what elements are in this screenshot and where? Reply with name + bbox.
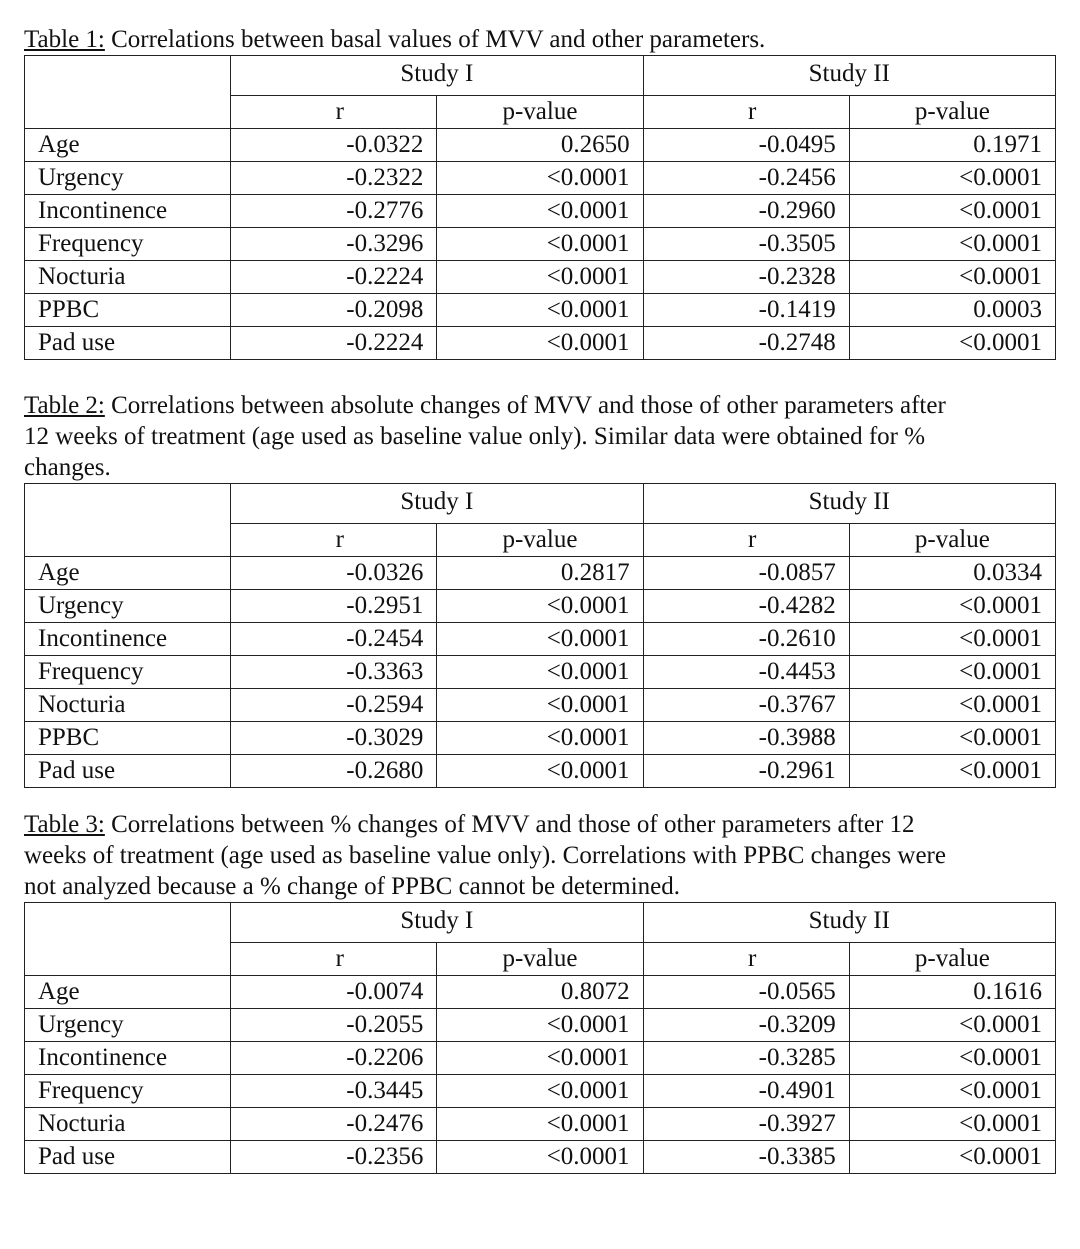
r-cell-study-1: -0.2951 <box>231 590 437 623</box>
p-value-cell-study-2: <0.0001 <box>849 162 1055 195</box>
study-1-header: Study I <box>231 56 643 96</box>
r-cell-study-1: -0.3296 <box>231 228 437 261</box>
r-cell-study-1: -0.2055 <box>231 1009 437 1042</box>
p-value-cell-study-2: 0.0334 <box>849 557 1055 590</box>
table-1-label: Table 1: <box>24 26 105 53</box>
study-2-header: Study II <box>643 903 1055 943</box>
r-cell-study-2: -0.0857 <box>643 557 849 590</box>
parameter-cell: Incontinence <box>25 1042 231 1075</box>
r-cell-study-1: -0.2454 <box>231 623 437 656</box>
r-cell-study-2: -0.3988 <box>643 722 849 755</box>
r-cell-study-2: -0.3767 <box>643 689 849 722</box>
r-cell-study-2: -0.0565 <box>643 976 849 1009</box>
table-2-caption-text: Correlations between absolute changes of MVV and those of other parameters after <box>104 392 946 419</box>
p-value-cell-study-1: <0.0001 <box>437 656 643 689</box>
table-3-block <box>24 809 1056 1174</box>
parameter-cell: PPBC <box>25 294 231 327</box>
table-2 <box>24 483 1056 788</box>
p-value-cell-study-2: <0.0001 <box>849 755 1055 788</box>
table-row <box>25 1075 1056 1108</box>
p-value-cell-study-1: 0.2817 <box>437 557 643 590</box>
p-value-cell-study-1: <0.0001 <box>437 755 643 788</box>
study-header-row <box>25 903 1056 943</box>
r-cell-study-1: -0.0322 <box>231 129 437 162</box>
parameter-cell: Urgency <box>25 590 231 623</box>
table-2-label: Table 2: <box>24 392 105 419</box>
r-cell-study-2: -0.3209 <box>643 1009 849 1042</box>
table-2-block <box>24 390 1056 788</box>
table-row <box>25 294 1056 327</box>
table-row <box>25 261 1056 294</box>
p-value-header-study-2: p-value <box>849 524 1055 557</box>
p-value-cell-study-2: <0.0001 <box>849 327 1055 360</box>
table-row <box>25 755 1056 788</box>
p-value-cell-study-2: <0.0001 <box>849 1141 1055 1174</box>
r-cell-study-2: -0.3505 <box>643 228 849 261</box>
study-2-header: Study II <box>643 484 1055 524</box>
p-value-header-study-1: p-value <box>437 96 643 129</box>
r-cell-study-2: -0.4453 <box>643 656 849 689</box>
p-value-cell-study-2: <0.0001 <box>849 722 1055 755</box>
parameter-cell: PPBC <box>25 722 231 755</box>
p-value-header-study-1: p-value <box>437 943 643 976</box>
study-1-header: Study I <box>231 484 643 524</box>
r-cell-study-1: -0.2224 <box>231 261 437 294</box>
study-header-row <box>25 56 1056 96</box>
r-cell-study-1: -0.2594 <box>231 689 437 722</box>
p-value-cell-study-1: 0.2650 <box>437 129 643 162</box>
r-cell-study-2: -0.3927 <box>643 1108 849 1141</box>
table-3-caption-line-3: not analyzed because a % change of PPBC cannot be determined. <box>24 873 681 900</box>
r-header-study-1: r <box>231 96 437 129</box>
p-value-cell-study-1: <0.0001 <box>437 261 643 294</box>
parameter-cell: Frequency <box>25 656 231 689</box>
table-3-label: Table 3: <box>24 811 105 838</box>
r-cell-study-1: -0.3363 <box>231 656 437 689</box>
p-value-cell-study-2: <0.0001 <box>849 261 1055 294</box>
p-value-cell-study-1: <0.0001 <box>437 689 643 722</box>
parameter-cell: Age <box>25 976 231 1009</box>
p-value-header-study-2: p-value <box>849 96 1055 129</box>
p-value-cell-study-1: <0.0001 <box>437 722 643 755</box>
table-row <box>25 1141 1056 1174</box>
table-row <box>25 228 1056 261</box>
p-value-header-study-2: p-value <box>849 943 1055 976</box>
r-header-study-2: r <box>643 943 849 976</box>
p-value-cell-study-2: <0.0001 <box>849 1075 1055 1108</box>
table-row <box>25 656 1056 689</box>
p-value-header-study-1: p-value <box>437 524 643 557</box>
empty-header-cell <box>25 484 231 557</box>
p-value-cell-study-2: <0.0001 <box>849 1042 1055 1075</box>
p-value-cell-study-2: <0.0001 <box>849 656 1055 689</box>
parameter-cell: Urgency <box>25 1009 231 1042</box>
table-row <box>25 590 1056 623</box>
r-cell-study-1: -0.2322 <box>231 162 437 195</box>
table-row <box>25 689 1056 722</box>
table-row <box>25 327 1056 360</box>
r-cell-study-2: -0.1419 <box>643 294 849 327</box>
table-1-caption-text: Correlations between basal values of MVV and other parameters. <box>104 26 766 53</box>
p-value-cell-study-1: <0.0001 <box>437 228 643 261</box>
study-2-header: Study II <box>643 56 1055 96</box>
empty-header-cell <box>25 903 231 976</box>
p-value-cell-study-1: <0.0001 <box>437 1042 643 1075</box>
parameter-cell: Incontinence <box>25 195 231 228</box>
empty-header-cell <box>25 56 231 129</box>
r-header-study-1: r <box>231 524 437 557</box>
table-1 <box>24 55 1056 360</box>
r-cell-study-1: -0.2206 <box>231 1042 437 1075</box>
r-header-study-2: r <box>643 96 849 129</box>
r-cell-study-1: -0.2356 <box>231 1141 437 1174</box>
r-cell-study-2: -0.2748 <box>643 327 849 360</box>
r-cell-study-2: -0.3285 <box>643 1042 849 1075</box>
table-2-caption-line-2: 12 weeks of treatment (age used as baseline value only). Similar data were obtained for % <box>24 423 926 450</box>
r-cell-study-2: -0.2610 <box>643 623 849 656</box>
r-cell-study-1: -0.0326 <box>231 557 437 590</box>
r-cell-study-2: -0.4282 <box>643 590 849 623</box>
table-3-caption-text: Correlations between % changes of MVV and those of other parameters after 12 <box>104 811 915 838</box>
p-value-cell-study-2: 0.1616 <box>849 976 1055 1009</box>
r-cell-study-2: -0.2960 <box>643 195 849 228</box>
r-header-study-1: r <box>231 943 437 976</box>
table-row <box>25 722 1056 755</box>
table-row <box>25 1042 1056 1075</box>
r-cell-study-2: -0.4901 <box>643 1075 849 1108</box>
p-value-cell-study-1: <0.0001 <box>437 623 643 656</box>
parameter-cell: Nocturia <box>25 689 231 722</box>
table-3-caption <box>24 809 1056 902</box>
table-row <box>25 623 1056 656</box>
table-row <box>25 1108 1056 1141</box>
p-value-cell-study-2: <0.0001 <box>849 195 1055 228</box>
p-value-cell-study-2: <0.0001 <box>849 228 1055 261</box>
study-1-header: Study I <box>231 903 643 943</box>
parameter-cell: Pad use <box>25 327 231 360</box>
r-cell-study-1: -0.0074 <box>231 976 437 1009</box>
table-row <box>25 976 1056 1009</box>
r-cell-study-1: -0.3029 <box>231 722 437 755</box>
parameter-cell: Nocturia <box>25 261 231 294</box>
parameter-cell: Pad use <box>25 1141 231 1174</box>
study-header-row <box>25 484 1056 524</box>
r-cell-study-2: -0.2328 <box>643 261 849 294</box>
r-cell-study-1: -0.3445 <box>231 1075 437 1108</box>
p-value-cell-study-1: 0.8072 <box>437 976 643 1009</box>
p-value-cell-study-2: 0.0003 <box>849 294 1055 327</box>
r-cell-study-1: -0.2776 <box>231 195 437 228</box>
table-2-caption-line-3: changes. <box>24 454 111 481</box>
table-3 <box>24 902 1056 1174</box>
r-header-study-2: r <box>643 524 849 557</box>
p-value-cell-study-1: <0.0001 <box>437 1108 643 1141</box>
parameter-cell: Age <box>25 557 231 590</box>
p-value-cell-study-2: <0.0001 <box>849 1009 1055 1042</box>
p-value-cell-study-1: <0.0001 <box>437 590 643 623</box>
table-2-caption <box>24 390 1056 483</box>
p-value-cell-study-1: <0.0001 <box>437 327 643 360</box>
parameter-cell: Nocturia <box>25 1108 231 1141</box>
r-cell-study-2: -0.2456 <box>643 162 849 195</box>
parameter-cell: Frequency <box>25 1075 231 1108</box>
p-value-cell-study-1: <0.0001 <box>437 294 643 327</box>
parameter-cell: Frequency <box>25 228 231 261</box>
table-row <box>25 195 1056 228</box>
table-1-caption <box>24 24 1056 55</box>
p-value-cell-study-2: <0.0001 <box>849 689 1055 722</box>
parameter-cell: Pad use <box>25 755 231 788</box>
r-cell-study-2: -0.0495 <box>643 129 849 162</box>
parameter-cell: Incontinence <box>25 623 231 656</box>
p-value-cell-study-2: <0.0001 <box>849 590 1055 623</box>
parameter-cell: Urgency <box>25 162 231 195</box>
parameter-cell: Age <box>25 129 231 162</box>
table-row <box>25 557 1056 590</box>
p-value-cell-study-1: <0.0001 <box>437 195 643 228</box>
p-value-cell-study-1: <0.0001 <box>437 1009 643 1042</box>
table-row <box>25 162 1056 195</box>
table-1-block <box>24 24 1056 360</box>
p-value-cell-study-2: <0.0001 <box>849 623 1055 656</box>
r-cell-study-1: -0.2098 <box>231 294 437 327</box>
r-cell-study-1: -0.2476 <box>231 1108 437 1141</box>
r-cell-study-1: -0.2680 <box>231 755 437 788</box>
r-cell-study-2: -0.2961 <box>643 755 849 788</box>
p-value-cell-study-1: <0.0001 <box>437 162 643 195</box>
p-value-cell-study-1: <0.0001 <box>437 1075 643 1108</box>
table-row <box>25 129 1056 162</box>
table-row <box>25 1009 1056 1042</box>
r-cell-study-2: -0.3385 <box>643 1141 849 1174</box>
r-cell-study-1: -0.2224 <box>231 327 437 360</box>
p-value-cell-study-1: <0.0001 <box>437 1141 643 1174</box>
p-value-cell-study-2: 0.1971 <box>849 129 1055 162</box>
table-3-caption-line-2: weeks of treatment (age used as baseline value only). Correlations with PPBC changes were <box>24 842 946 869</box>
p-value-cell-study-2: <0.0001 <box>849 1108 1055 1141</box>
